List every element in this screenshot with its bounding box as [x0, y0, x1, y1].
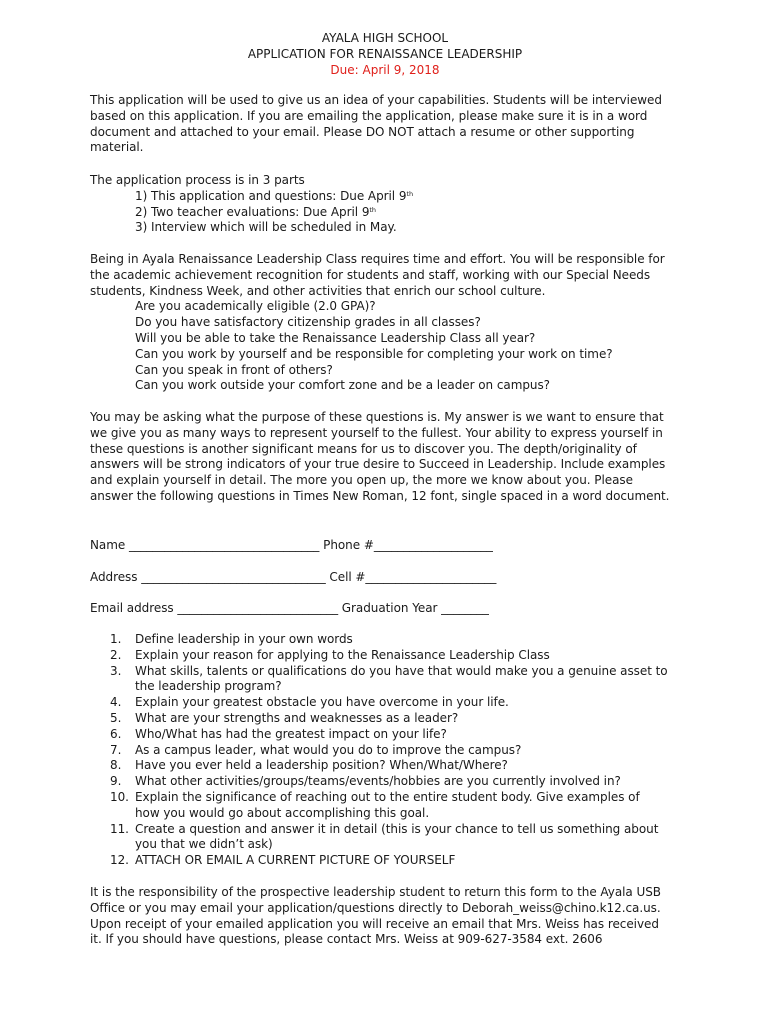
question-text: Explain your greatest obstacle you have overcome in your life. [135, 695, 509, 710]
question-text-continued: the leadership program? [135, 679, 282, 694]
question-text: Define leadership in your own words [135, 632, 353, 646]
requirements-line: Being in Ayala Renaissance Leadership Class requires time and effort. You will be responsible for [90, 252, 665, 266]
intro-paragraph [90, 93, 690, 156]
eligibility-question: Do you have satisfactory citizenship grades in all classes? [135, 315, 481, 330]
question-list [90, 632, 690, 869]
address-cell-line[interactable]: Address _______________________________ Cell #______________________ [90, 570, 497, 584]
question-text-continued: how you would go about accomplishing this goal. [135, 805, 430, 820]
eligibility-question: Will you be able to take the Renaissance Leadership Class all year? [135, 330, 536, 345]
name-phone-line[interactable]: Name ________________________________ Phone #____________________ [90, 538, 493, 552]
question-number: 12. [110, 853, 129, 868]
intro-line: based on this application. If you are emailing the application, please make sure it is in a word [90, 108, 648, 123]
due-date: Due: April 9, 2018 [330, 63, 440, 77]
purpose-line: answers will be strong indicators of your true desire to Succeed in Leadership. Include examples [90, 457, 666, 472]
question-text: What are your strengths and weaknesses as a leader? [135, 710, 459, 725]
purpose-line: we give you as many ways to represent yourself to the fullest. Your ability to express yourself in [90, 425, 663, 440]
process-step: 1) This application and questions: Due April 9th [135, 188, 414, 203]
list-item [90, 853, 690, 869]
question-text: ATTACH OR EMAIL A CURRENT PICTURE OF YOURSELF [135, 853, 456, 868]
name-phone-field[interactable] [90, 538, 690, 554]
purpose-line: and explain yourself in detail. The more you open up, the more we know about you. Please [90, 473, 633, 488]
question-text-continued: you that we didn’t ask) [135, 837, 273, 852]
question-number: 4. [110, 695, 122, 710]
list-item [90, 790, 690, 822]
list-item [90, 648, 690, 664]
intro-line: This application will be used to give us an idea of your capabilities. Students will be interviewed [90, 93, 662, 107]
question-number: 8. [110, 758, 122, 773]
school-name: AYALA HIGH SCHOOL [321, 31, 449, 45]
question-number: 2. [110, 647, 122, 662]
eligibility-question: Can you speak in front of others? [135, 362, 333, 377]
eligibility-question: Can you work outside your comfort zone and be a leader on campus? [135, 378, 550, 393]
email-graduation-field[interactable] [90, 601, 690, 617]
list-item [90, 774, 690, 790]
document-header [0, 30, 770, 78]
closing-line: it. If you should have questions, please contact Mrs. Weiss at 909-627-3584 ext. 2606 [90, 932, 603, 947]
list-item [90, 758, 690, 774]
list-item [90, 822, 690, 854]
question-text: Explain your reason for applying to the Renaissance Leadership Class [135, 647, 550, 662]
question-text: Who/What has had the greatest impact on your life? [135, 726, 447, 741]
question-number: 6. [110, 726, 122, 741]
list-item [90, 743, 690, 759]
question-number: 9. [110, 774, 122, 789]
question-number: 10. [110, 789, 129, 804]
address-cell-field[interactable] [90, 570, 690, 586]
question-text: Create a question and answer it in detail (this is your chance to tell us something about [135, 821, 659, 836]
purpose-line: these questions is another significant means for us to discover you. The depth/originality of [90, 441, 637, 456]
question-number: 5. [110, 710, 122, 725]
email-graduation-line[interactable]: Email address ___________________________ Graduation Year ________ [90, 601, 489, 615]
document-title: APPLICATION FOR RENAISSANCE LEADERSHIP [247, 47, 523, 61]
question-text: What skills, talents or qualifications do you have that would make you a genuine asset to [135, 663, 668, 678]
question-number: 11. [110, 821, 129, 836]
eligibility-question: Are you academically eligible (2.0 GPA)? [135, 299, 376, 314]
requirements-line: students, Kindness Week, and other activities that enrich our school culture. [90, 283, 546, 298]
intro-line: material. [90, 140, 144, 155]
requirements-line: the academic achievement recognition for students and staff, working with our Special Needs [90, 267, 651, 282]
question-text: Have you ever held a leadership position? When/What/Where? [135, 758, 508, 773]
list-item [90, 727, 690, 743]
question-number: 7. [110, 742, 122, 757]
list-item [90, 664, 690, 696]
closing-paragraph [90, 885, 690, 948]
list-item [90, 632, 690, 648]
purpose-section [90, 410, 690, 505]
closing-line: It is the responsibility of the prospective leadership student to return this form to the Ayala USB [90, 885, 661, 899]
question-text: Explain the significance of reaching out to the entire student body. Give examples of [135, 789, 640, 804]
question-text: As a campus leader, what would you do to improve the campus? [135, 742, 522, 757]
process-section [90, 173, 690, 236]
list-item [90, 695, 690, 711]
closing-line: Office or you may email your application/questions directly to Deborah_weiss@chino.k12.ca.us. [90, 900, 661, 915]
purpose-line: You may be asking what the purpose of these questions is. My answer is we want to ensure that [90, 410, 664, 424]
intro-line: document and attached to your email. Please DO NOT attach a resume or other supporting [90, 124, 635, 139]
list-item [90, 711, 690, 727]
process-step: 3) Interview which will be scheduled in May. [135, 220, 397, 235]
question-number: 1. [110, 632, 122, 646]
purpose-line: answer the following questions in Times New Roman, 12 font, single spaced in a word document. [90, 488, 670, 503]
closing-line: Upon receipt of your emailed application you will receive an email that Mrs. Weiss has received [90, 916, 659, 931]
question-text: What other activities/groups/teams/events/hobbies are you currently involved in? [135, 774, 621, 789]
eligibility-question: Can you work by yourself and be responsible for completing your work on time? [135, 346, 613, 361]
question-number: 3. [110, 663, 122, 678]
process-step: 2) Two teacher evaluations: Due April 9th [135, 204, 376, 219]
process-heading: The application process is in 3 parts [90, 173, 305, 187]
requirements-section [90, 252, 690, 394]
